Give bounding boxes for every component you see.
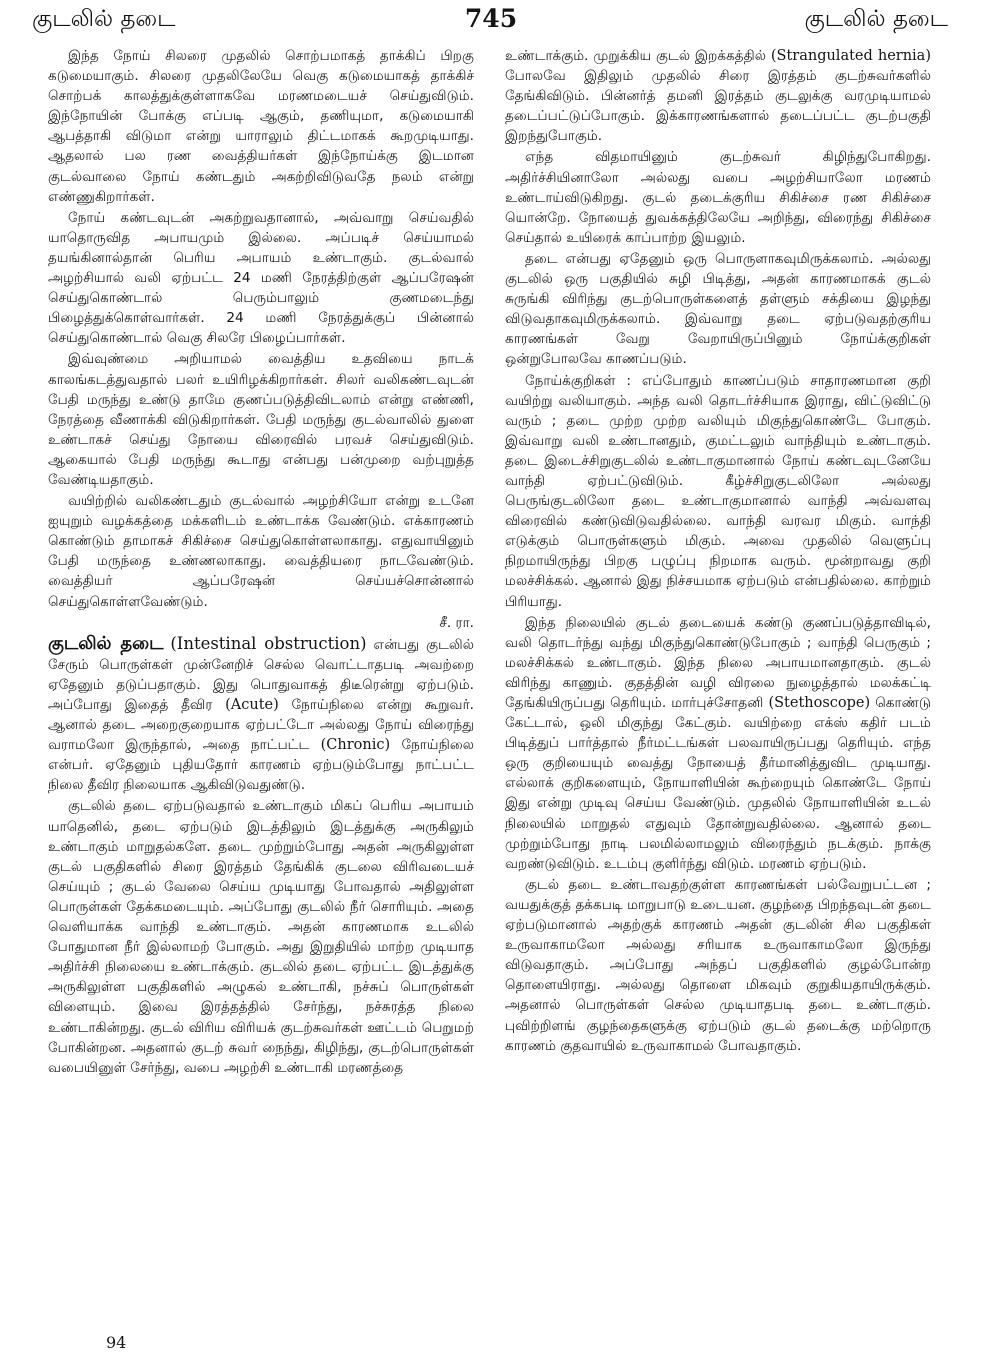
running-title-left: குடலில் தடை xyxy=(32,6,176,32)
paragraph: எந்த விதமாயினும் குடற்சுவர் கிழிந்துபோகிறது. அதிர்ச்சியினாலோ அல்லது வபை அழற்சியாலோ மரணம் உண்டாய்விடுகிறது. குடல் தடைக்குரிய சிகிச்சை ரண சிகிச்சை யொன்றே. நோயைத் துவக்கத்திலேயே அறிந்து, விரைந்து சிகிச்சை செய்தால் உயிரைக் காப்பாற்ற இயலும். xyxy=(505,149,931,246)
article-title-english: (Intestinal obstruction) xyxy=(170,633,367,653)
paragraph xyxy=(505,46,931,146)
author-initials: சீ. ரா. xyxy=(439,614,474,631)
paragraph: தடை என்பது ஏதேனும் ஒரு பொருளாகவுமிருக்கலாம். அல்லது குடலில் ஒரு பகுதியில் சுழி பிடித்து, அதன் காரணமாகக் குடல் சுருங்கி விரிந்து குடற்பொருள்களைத் தள்ளும் சக்தியை இழந்து விடுவதாகவுமிருக்கலாம். இவ்வாறு தடை ஏற்படுவதற்குரிய காரணங்கள் வேறு வேறாயிருப்பினும் நோய்க்குறிகள் ஒன்றுபோலவே காணப்படும். xyxy=(505,250,931,368)
paragraph: குடலில் தடை ஏற்படுவதால் உண்டாகும் மிகப் பெரிய அபாயம் யாதெனில், தடை ஏற்படும் இடத்திலும் இடத்துக்கு அருகிலும் உண்டாகும் மாறுதல்களே. தடை முற்றும்போது அதன் அருகிலுள்ள குடல் பகுதிகளில் சிரை இரத்தம் தேங்கிக் குடலை விரிவடையச் செய்யும் ; குடல் வேலை செய்ய முடியாது போவதால் அதிலுள்ள பொருள்கள் தேக்கமடையும். அப்போது குடலில் நீர் சொரியும். அதை வெளியாக்க வாந்தி உண்டாகும். அதன் காரணமாக உடலில் போதுமான நீர் இல்லாமற் போகும். அது இறுதியில் மாற்ற முடியாத அதிர்ச்சி நிலையை உண்டாக்கும். குடலில் தடை ஏற்பட்ட இடத்துக்கு அருகிலுள்ள பகுதிகளில் அழுகல் உண்டாகி, நச்சுப் பொருள்கள் விளையும். இவை இரத்தத்தில் சேர்ந்து, நச்சுரத்த நிலை உண்டாகின்றது. குடல் விரிய விரியக் குடற்சுவர்கள் ஊட்டம் பெறுமற் போகின்றன. அதனால் குடற் சுவர் நைந்து, கிழிந்து, குடற்பொருள்கள் வபையினுள் சேர்ந்து, வபை அழற்சி உண்டாகி மரணத்தை xyxy=(48,798,474,1076)
paragraph: நோய்க்குறிகள் : எப்போதும் காணப்படும் சாதாரணமான குறி வயிற்று வலியாகும். அந்த வலி தொடர்ச்சியாக இராது, விட்டுவிட்டு வரும் ; தடை முற்ற முற்ற வலியும் மிகுந்துகொண்டே போகும். இவ்வாறு வலி உண்டானதும், குமட்டலும் வாந்தியும் உண்டாகும். தடை இடைச்சிறுகுடலில் உண்டாகுமானால் நோய் கண்டவுடனேயே வாந்தி ஏற்பட்டுவிடும். கீழ்ச்சிறுகுடலிலோ அல்லது பெருங்குடலிலோ தடை உண்டாகுமானால் வாந்தி அவ்வளவு விரைவில் கண்டுவிடுவதில்லை. வாந்தி வரவர மிகும். வாந்தி எடுக்கும் பொருள்களும் மிகும். அவை முதலில் வெளுப்பு நிறமாயிருந்து பிறகு பழுப்பு நிறமாக வரும். மூன்றாவது குறி மலச்சிக்கல். ஆனால் இது நிச்சயமாக ஏற்படும் என்பதில்லை. காற்றும் பிரியாது. xyxy=(505,372,931,610)
paragraph xyxy=(505,613,931,874)
english-term: (Strangulated hernia) xyxy=(770,48,931,64)
paragraph-fragment: நோய்நிலை என்பர். ஏதேனும் புதியதோர் காரணம் ஏற்படும்போது நாட்பட்ட நிலை தீவிர நிலையாக ஆகிவிடுவதுண்டு. xyxy=(48,737,474,794)
article-heading xyxy=(48,634,474,796)
left-column xyxy=(48,46,474,1078)
paragraph: இவ்வுண்மை அறியாமல் வைத்திய உதவியை நாடக் காலங்கடத்துவதால் பலர் உயிரிழக்கிறார்கள். சிலர் வலிகண்டவுடன் பேதி மருந்து உண்டு தாமே குணப்படுத்திவிடலாம் என்று எண்ணி, நேரத்தை வீணாக்கி விடுகிறார்கள். பேதி மருந்து குடல்வாலில் துளை உண்டாகச் செய்து நோயை விரைவில் பரவச் செய்துவிடும். ஆகையால் பேதி மருந்து கூடாது என்பது பன்முறை வற்புறுத்த வேண்டியதாகும். xyxy=(48,351,474,488)
paragraph: இந்த நோய் சிலரை முதலில் சொற்பமாகத் தாக்கிப் பிறகு கடுமையாகும். சிலரை முதலிலேயே வெகு கடுமையாகத் தாக்கிச் சொற்பக் காலத்துக்குள்ளாகவே மரணமடையச் செய்துவிடும். இந்நோயின் போக்கு எப்படி ஆகும், தணியுமா, கடுமையாகி ஆபத்தாகி விடுமா என்று யாராலும் திட்டமாகக் கூறமுடியாது. ஆதலால் பல ரண வைத்தியர்கள் இந்நோய்க்கு இடமான குடல்வாலை நோய் கண்டதும் அகற்றிவிடுவதே நலம் என்று எண்ணுகிறார்கள். xyxy=(48,48,474,205)
english-term: (Acute) xyxy=(225,697,279,713)
paragraph-fragment: போலவே இதிலும் முதலில் சிரை இரத்தம் குடற்சுவர்களில் தேங்கிவிடும். பின்னர்த் தமனி இரத்தம் குடலுக்கு வரமுடியாமல் தடைப்பட்டுப்போகும். இக்காரணங்களால் தடைப்பட்ட குடற்பகுதி இறந்துபோகும். xyxy=(505,68,931,145)
paragraph-fragment: உண்டாக்கும். முறுக்கிய குடல் இறக்கத்தில் xyxy=(505,48,767,64)
paragraph-fragment: நோய்நிலை என்று கூறுவர். ஆனால் தடை அறைகுறையாக ஏற்பட்டோ அல்லது நோய் விரைந்து வராமலோ இருந்தால், அதை நாட்பட்ட xyxy=(48,697,474,754)
running-title-right: குடலில் தடை xyxy=(804,6,948,32)
paragraph: வயிற்றில் வலிகண்டதும் குடல்வால் அழற்சியோ என்று உடனே ஐயுறும் வழக்கத்தை மக்களிடம் உண்டாக்க வேண்டும். எக்காரணம் கொண்டும் தாமாகச் சிகிச்சை செய்துகொள்ளலாகாது. எதுவாயினும் பேதி மருந்தை உண்ணலாகாது. வைத்தியரை நாடவேண்டும். வைத்தியர் ஆப்பரேஷன் செய்யச்சொன்னால் செய்துகொள்ளவேண்டும். xyxy=(48,493,474,610)
right-column xyxy=(505,46,931,1056)
english-term: (Chronic) xyxy=(320,737,391,754)
paragraph-fragment: இந்த நிலையில் குடல் தடையைக் கண்டு குணப்படுத்தாவிடில், வலி தொடர்ந்து வந்து மிகுந்துகொண்டுபோகும் ; வாந்தி பெருகும் ; மலச்சிக்கல் உண்டாகும். இந்த நிலை அபாயமானதாகும். குடல் விரிந்து காணும். குதத்தின் வழி விரலை நுழைத்தால் மலக்கட்டி தேங்கியிருப்பது தெரியும். மார்புச்சோதனி xyxy=(505,614,931,711)
article-lead: என்பது குடலில் சேரும் பொருள்கள் முன்னேறிச் செல்ல வொட்டாதபடி அவற்றை ஏதேனும் தடுப்பதாகும். இது பொதுவாகத் திடீரென்று ஏற்படும். அப்போது இதைத் தீவிர xyxy=(48,636,475,713)
english-term: (Stethoscope) xyxy=(768,695,871,711)
page-footer-number: 94 xyxy=(106,1333,127,1352)
paragraph-fragment: கொண்டு கேட்டால், ஒலி மிகுந்து கேட்கும். வயிற்றை எக்ஸ் கதிர் படம் பிடித்துப் பார்த்தால் நீர்மட்டங்கள் பலவாயிருப்பது தெரியும். எந்த ஒரு குறியையும் வைத்து நோயைத் தீர்மானித்துவிட முடியாது. எல்லாக் குறிகளையும், நோயாளியின் கூற்றையும் கொண்டே நோய் இது என்று முடிவு செய்ய வேண்டும். முதலில் நோயாளியின் உடல் நிலையில் மாறுதல் எதுவும் தோன்றுவதில்லை. ஆனால் தடை முற்றும்போது நாடி பலமில்லாமலும் விரைந்தும் நடக்கும். நாக்கு வறண்டுவிடும். உடம்பு குளிர்ந்து விடும். மரணம் ஏற்படும். xyxy=(505,695,932,872)
page-number-header: 745 xyxy=(464,4,518,33)
paragraph: நோய் கண்டவுடன் அகற்றுவதானால், அவ்வாறு செய்வதில் யாதொருவித அபாயமும் இல்லை. அப்படிச் செய்யாமல் தயங்கினால்தான் பெரிய அபாயம் உண்டாகும். குடல்வால் அழற்சியால் வலி ஏற்பட்ட 24 மணி நேரத்திற்குள் ஆப்பரேஷன் செய்துகொண்டால் பெரும்பாலும் குணமடைந்து பிழைத்துக்கொள்வார்கள். 24 மணி நேரத்துக்குப் பின்னால் செய்துகொண்டால் வெகு சிலரே பிழைப்பார்கள். xyxy=(48,209,474,347)
paragraph: குடல் தடை உண்டாவதற்குள்ள காரணங்கள் பல்வேறுபட்டன ; வயதுக்குத் தக்கபடி மாறுபாடு உடையன. குழந்தை பிறந்தவுடன் தடை ஏற்படுமானால் அதற்குக் காரணம் அதன் குடலின் சில பகுதிகள் உருவாகாமலோ அல்லது சரியாக உருவாகாமலோ இருந்து விடுவதாகும். அப்போது அந்தப் பகுதிகளில் குழல்போன்ற தொளையிராது. அல்லது தொளை மிகவும் குறுகியதாயிருக்கும். அதனால் பொருள்கள் செல்ல முடியாதபடி தடை உண்டாகும். புவிற்றிளங் குழந்தைகளுக்கு ஏற்படும் குடல் தடைக்கு மற்றொரு காரணம் குதவாயில் உருவாகாமல் போவதாகும். xyxy=(505,876,931,1054)
article-title: குடலில் தடை xyxy=(48,632,164,654)
